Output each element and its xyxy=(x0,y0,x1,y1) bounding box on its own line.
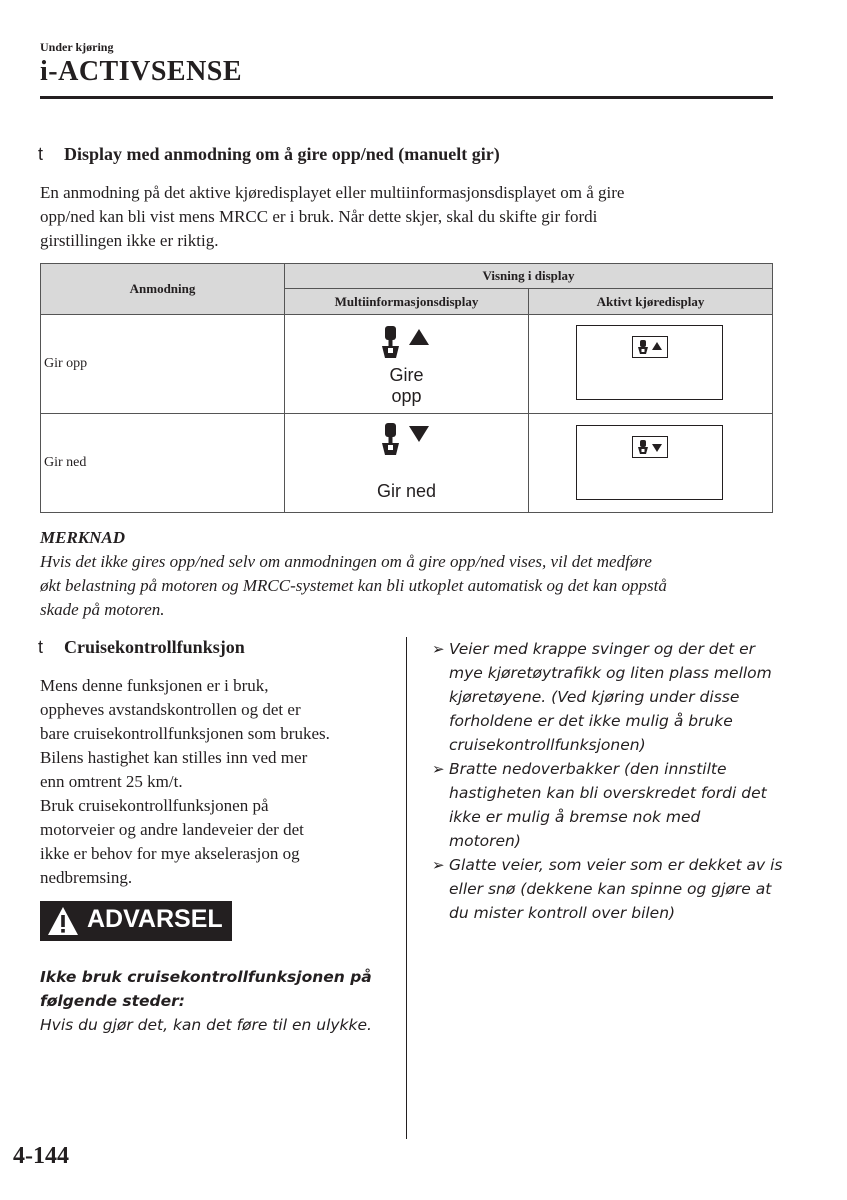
heading-text: Cruisekontrollfunksjon xyxy=(64,637,245,657)
list-line: kjøretøyene. (Ved kjøring under disse xyxy=(449,688,740,706)
multi-label-line: Gire xyxy=(389,365,424,385)
intro-line: girstillingen ikke er riktig. xyxy=(40,231,219,250)
shift-down-indicator-icon xyxy=(632,436,668,458)
active-display-cell xyxy=(529,414,773,513)
col-header-multi: Multiinformasjonsdisplay xyxy=(285,289,529,315)
column-divider xyxy=(406,637,407,1139)
list-line: ikke er mulig å bremse nok med xyxy=(449,808,701,826)
list-line: motoren) xyxy=(449,832,521,850)
list-line: Bratte nedoverbakker (den innstilte xyxy=(449,760,727,778)
table-row xyxy=(41,414,773,513)
intro-line: opp/ned kan bli vist mens MRCC er i bruk. Når dette skjer, skal du skifte gir fordi xyxy=(40,207,598,226)
intro-line: En anmodning på det aktive kjøredisplayet eller multiinformasjonsdisplayet om å gire xyxy=(40,183,625,202)
section-heading-shift-display xyxy=(38,144,500,165)
bullet-marker: t xyxy=(38,637,44,657)
col-header-request: Anmodning xyxy=(41,264,285,315)
warning-banner xyxy=(40,901,232,941)
warning-line: Hvis du gjør det, kan det føre til en ulykke. xyxy=(40,1016,372,1034)
table-row xyxy=(41,315,773,414)
shift-up-indicator-icon xyxy=(632,336,668,358)
page-number: 4-144 xyxy=(13,1143,69,1169)
note-line: økt belastning på motoren og MRCC-systemet kan bli utkoplet automatisk og det kan oppstå xyxy=(40,576,667,595)
page-title: i-ACTIVSENSE xyxy=(40,56,243,87)
section-heading-cruise xyxy=(38,637,245,658)
list-line: hastigheten kan bli overskredet fordi det xyxy=(449,784,767,802)
multi-label-line: Gir ned xyxy=(376,481,437,501)
active-display-cell xyxy=(529,315,773,414)
warning-bold-line: følgende steder: xyxy=(40,992,185,1010)
unsafe-conditions-list xyxy=(432,637,783,925)
list-item xyxy=(432,853,783,925)
multi-label-line: opp xyxy=(391,386,422,406)
note-block xyxy=(40,526,780,622)
bullet-marker: t xyxy=(38,144,44,164)
arrow-bullet-icon: ➢ xyxy=(432,760,445,778)
active-display-frame xyxy=(576,325,723,400)
note-line: Hvis det ikke gires opp/ned selv om anmodningen om å gire opp/ned vises, vil det medføre xyxy=(40,552,652,571)
active-display-frame xyxy=(576,425,723,500)
para-line: enn omtrent 25 km/t. xyxy=(40,772,183,791)
multi-display-cell xyxy=(285,414,529,513)
warning-text xyxy=(40,965,372,1037)
col-header-display-group: Visning i display xyxy=(285,264,773,289)
para-line: ikke er behov for mye akselerasjon og xyxy=(40,844,300,863)
list-line: eller snø (dekkene kan spinne og gjøre at xyxy=(449,880,772,898)
para-line: bare cruisekontrollfunksjonen som brukes. xyxy=(40,724,330,743)
multi-display-cell xyxy=(285,315,529,414)
list-item xyxy=(432,637,783,757)
para-line: Bruk cruisekontrollfunksjonen på xyxy=(40,796,269,815)
warning-bold-line: Ikke bruk cruisekontrollfunksjonen på xyxy=(40,968,372,986)
heading-text: Display med anmodning om å gire opp/ned (manuelt gir) xyxy=(64,144,500,164)
para-line: oppheves avstandskontrollen og det er xyxy=(40,700,301,719)
arrow-bullet-icon: ➢ xyxy=(432,640,445,658)
para-line: nedbremsing. xyxy=(40,868,133,887)
para-line: Bilens hastighet kan stilles inn ved mer xyxy=(40,748,308,767)
para-line: motorveier og andre landeveier der det xyxy=(40,820,304,839)
list-line: mye kjøretøytrafikk og liten plass mellom xyxy=(449,664,772,682)
list-line: du mister kontroll over bilen) xyxy=(449,904,676,922)
list-line: forholdene er det ikke mulig å bruke xyxy=(449,712,733,730)
warning-triangle-icon xyxy=(47,906,79,936)
gear-shift-down-icon xyxy=(379,422,431,461)
intro-paragraph xyxy=(40,181,770,253)
section-label: Under kjøring xyxy=(40,40,114,54)
warning-label: ADVARSEL xyxy=(87,905,223,933)
cruise-paragraph xyxy=(40,674,330,890)
list-line: Veier med krappe svinger og der det er xyxy=(449,640,756,658)
note-title: MERKNAD xyxy=(40,528,126,547)
row-label-gear-down: Gir ned xyxy=(41,414,285,513)
col-header-active: Aktivt kjøredisplay xyxy=(529,289,773,315)
gear-shift-up-icon xyxy=(379,325,431,364)
shift-request-table xyxy=(40,263,773,513)
list-line: Glatte veier, som veier som er dekket av is xyxy=(449,856,783,874)
title-rule xyxy=(40,96,773,99)
arrow-bullet-icon: ➢ xyxy=(432,856,445,874)
row-label-gear-up: Gir opp xyxy=(41,315,285,414)
para-line: Mens denne funksjonen er i bruk, xyxy=(40,676,269,695)
list-item xyxy=(432,757,783,853)
list-line: cruisekontrollfunksjonen) xyxy=(449,736,646,754)
note-line: skade på motoren. xyxy=(40,600,165,619)
